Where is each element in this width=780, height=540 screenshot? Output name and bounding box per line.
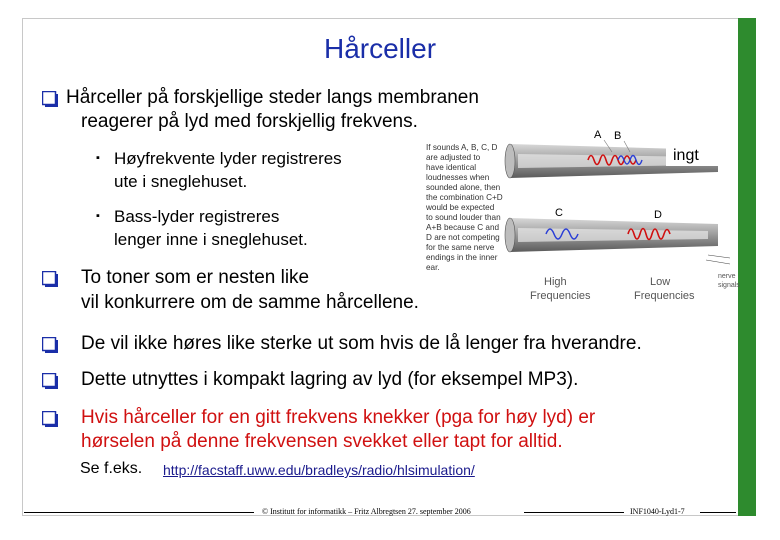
- cut-text: ingt: [673, 147, 699, 164]
- bullet-4: Dette utnyttes i kompakt lagring av lyd (for eksempel MP3).: [81, 369, 579, 390]
- slide-title: Hårceller: [323, 33, 437, 64]
- bullet-1-line1: Hårceller på forskjellige steder langs membranen: [66, 87, 479, 108]
- footer-rule: [700, 512, 736, 513]
- footer-right: INF1040-Lyd1-7: [630, 507, 685, 516]
- square-bullet-icon: ▪: [96, 152, 100, 164]
- tube-bottom: [505, 218, 718, 252]
- caption-line: have identical: [426, 163, 477, 172]
- footer-rule: [24, 512, 254, 513]
- caption-line: are adjusted to: [426, 153, 481, 162]
- label-a: A: [594, 130, 602, 141]
- subbullet-2-line1: Bass-lyder registreres: [114, 207, 280, 226]
- see-label: Se f.eks.: [80, 460, 143, 477]
- bullet-3: De vil ikke høres like sterke ut som hvis de lå lenger fra hverandre.: [81, 333, 642, 354]
- bullet-2-line2: vil konkurrere om de samme hårcellene.: [81, 292, 419, 313]
- label-c: C: [555, 207, 563, 219]
- checkbox-bullet-icon: [42, 337, 58, 353]
- caption-line: to sound louder than: [426, 213, 501, 222]
- nerve-label: signals: [718, 282, 740, 289]
- bullet-2-line1: To toner som er nesten like: [81, 267, 310, 288]
- caption-line: for the same nerve: [426, 243, 495, 252]
- reference-link[interactable]: http://facstaff.uww.edu/bradleys/radio/hlsimulation/: [163, 462, 475, 478]
- bullet-1-line2: reagerer på lyd med forskjellig frekvens.: [81, 111, 418, 132]
- footer-rule: [524, 512, 624, 513]
- checkbox-bullet-icon: [42, 271, 58, 287]
- subbullet-1-line1: Høyfrekvente lyder registreres: [114, 149, 342, 168]
- checkbox-bullet-icon: [42, 373, 58, 389]
- caption-line: sounded alone, then: [426, 183, 501, 192]
- caption-line: endings in the inner: [426, 253, 498, 262]
- subbullet-1-line2: ute i sneglehuset.: [114, 172, 248, 191]
- label-d: D: [654, 209, 662, 221]
- low-label: Frequencies: [634, 290, 695, 302]
- high-label: Frequencies: [530, 290, 591, 302]
- checkbox-bullet-icon: [42, 411, 58, 427]
- subbullet-2-line2: lenger inne i sneglehuset.: [114, 230, 308, 249]
- high-label: High: [544, 276, 567, 288]
- caption-line: would be expected: [426, 203, 495, 212]
- caption-line: If sounds A, B, C, D: [426, 143, 498, 152]
- label-b: B: [614, 130, 622, 142]
- low-label: Low: [650, 276, 671, 288]
- nerve-lines: [706, 255, 730, 264]
- bullet-5-line2: hørselen på denne frekvensen svekket eller tapt for alltid.: [81, 431, 563, 452]
- caption-line: ear.: [426, 263, 440, 272]
- caption-line: loudnesses when: [426, 173, 490, 182]
- nerve-label: nerve: [718, 273, 736, 280]
- square-bullet-icon: ▪: [96, 210, 100, 222]
- caption-line: A+B because C and: [426, 223, 500, 232]
- checkbox-bullet-icon: [42, 91, 58, 107]
- caption-line: D are not competing: [426, 233, 500, 242]
- bullet-5-line1: Hvis hårceller for en gitt frekvens knekker (pga for høy lyd) er: [81, 407, 596, 428]
- footer-left: © Institutt for informatikk – Fritz Albregtsen 27. september 2006: [262, 507, 471, 516]
- cochlea-figure: [418, 130, 748, 305]
- caption-line: the combination C+D: [426, 193, 503, 202]
